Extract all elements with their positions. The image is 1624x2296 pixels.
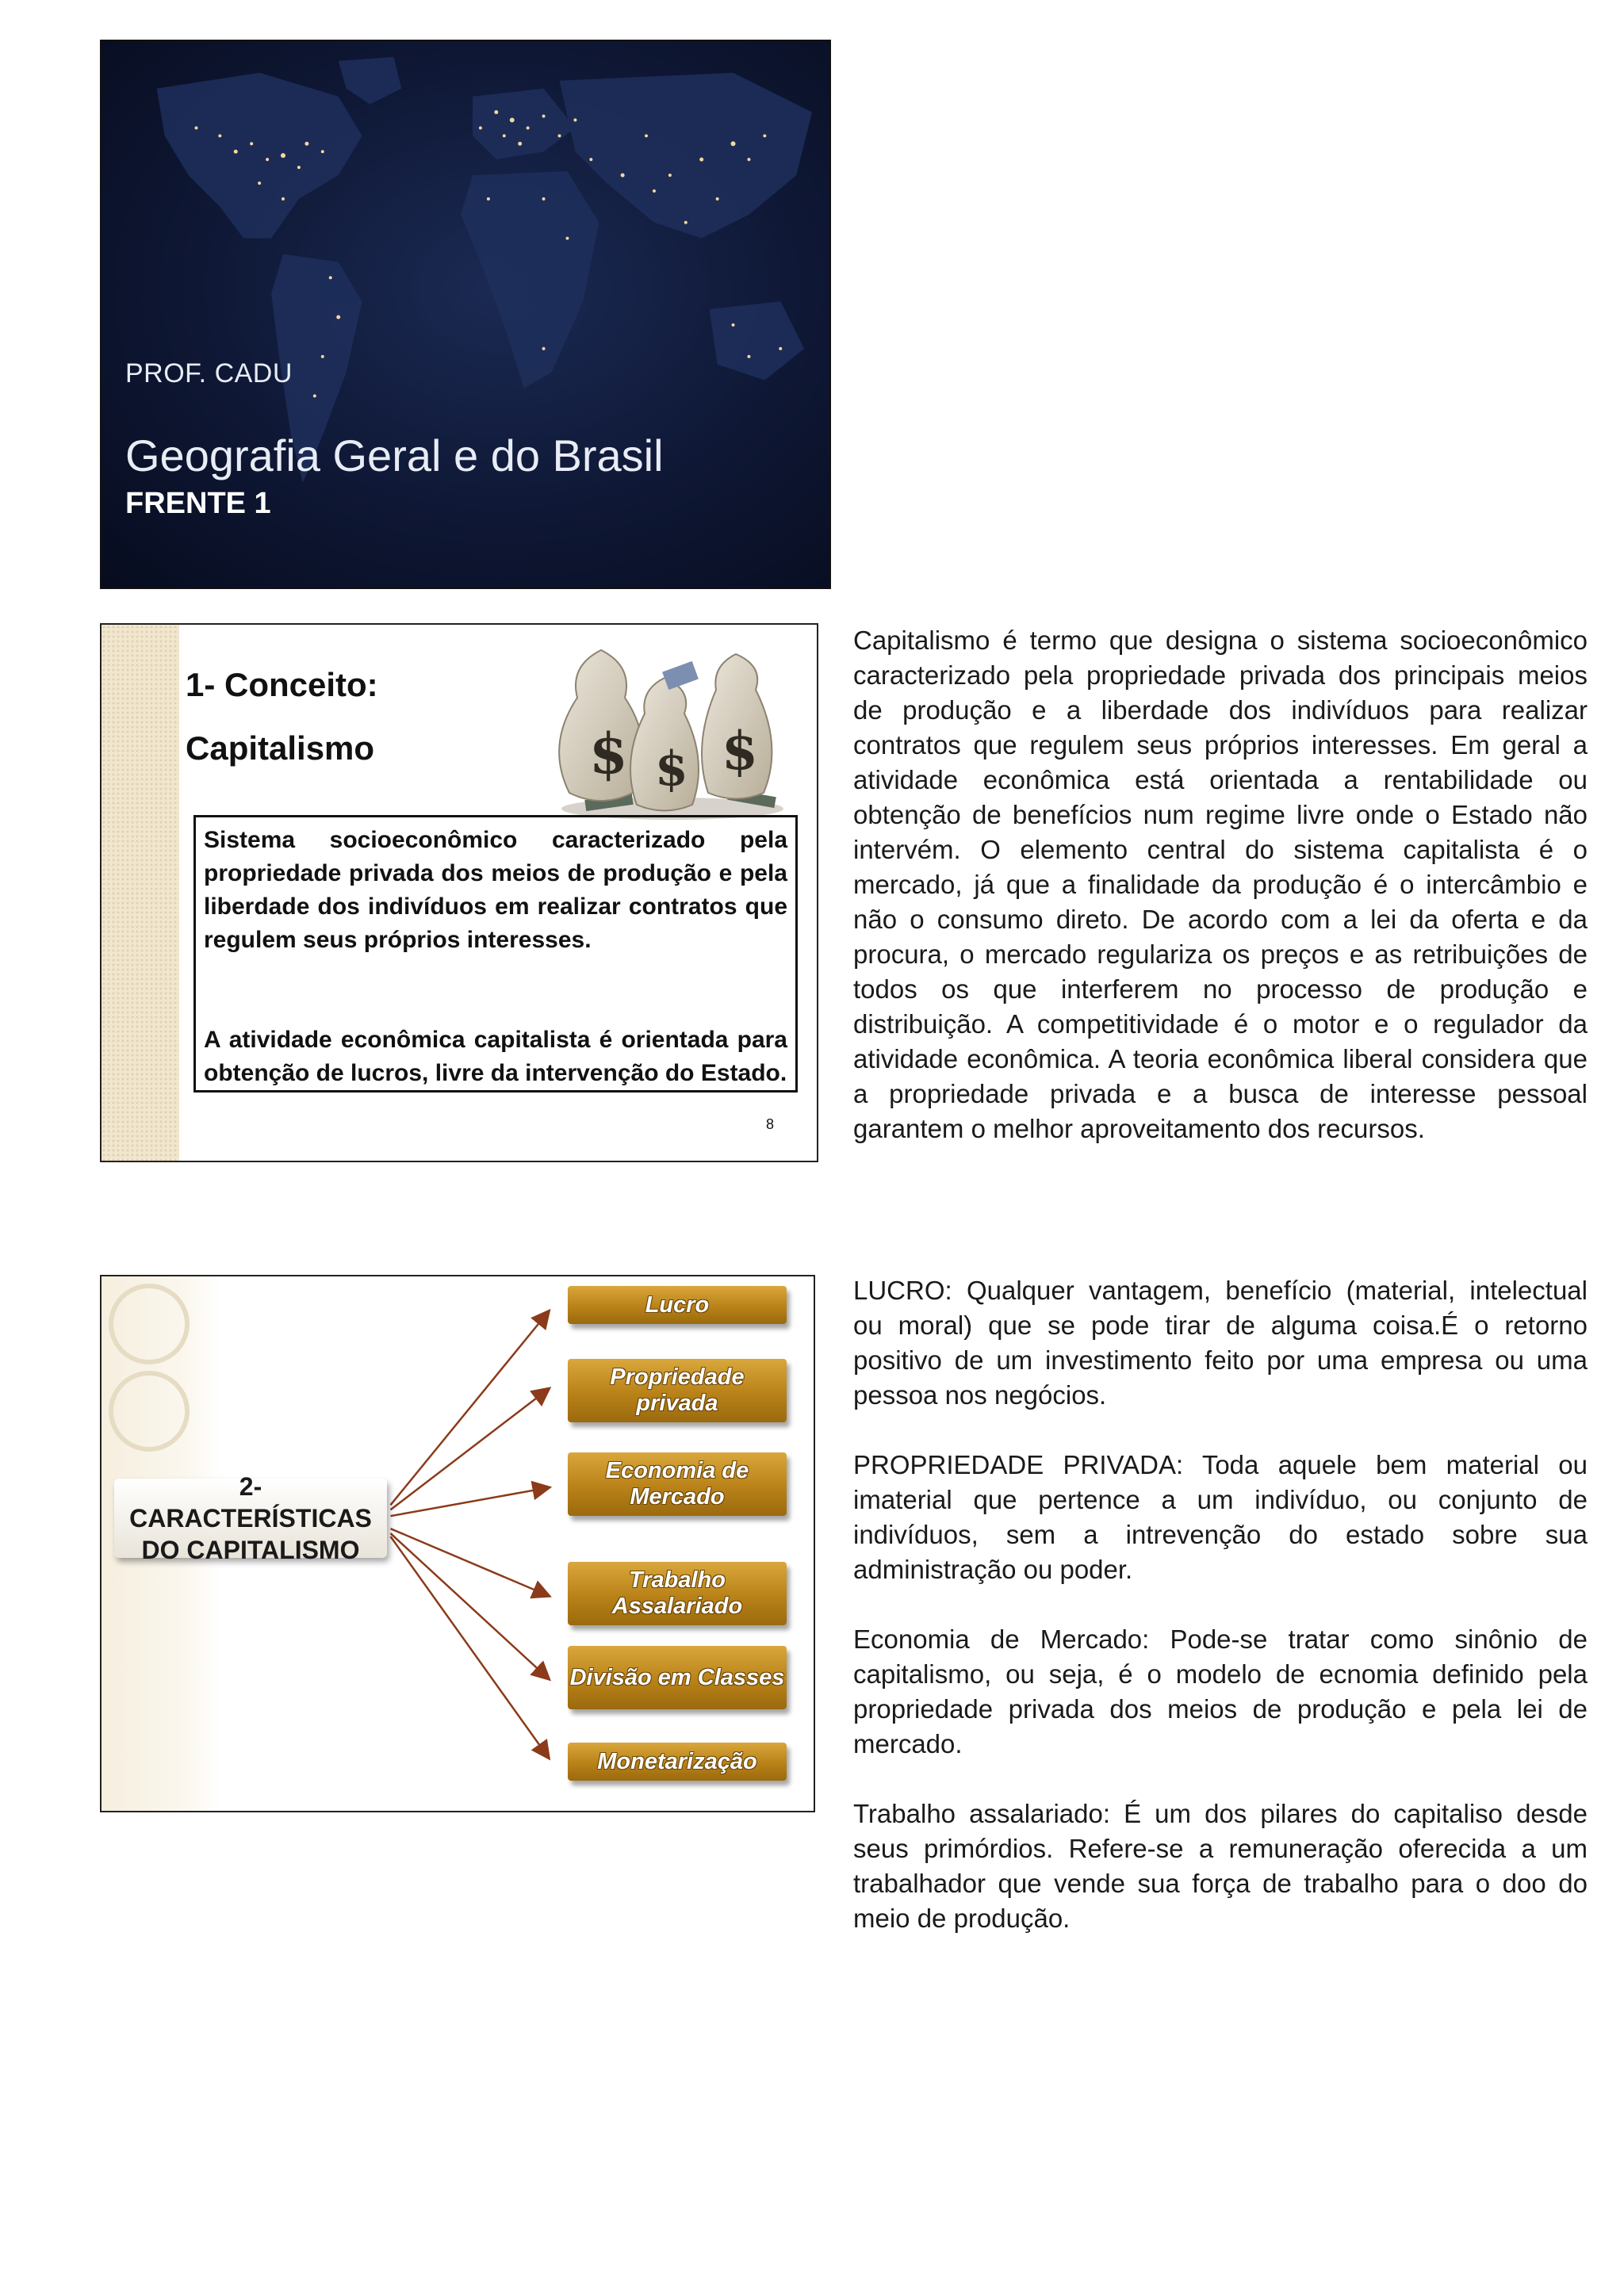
concept-slide bbox=[100, 623, 818, 1162]
svg-text:$: $ bbox=[655, 741, 688, 797]
presentation-title: Geografia Geral e do Brasil bbox=[125, 430, 664, 480]
svg-text:$: $ bbox=[722, 720, 758, 782]
economia-de-mercado-definition: Economia de Mercado: Pode-se tratar como sinônio de capitalismo, ou seja, é o modelo de ecnomia definido pela propriedade privada dos meios de produção e pela lei de mercado. bbox=[853, 1624, 1588, 1758]
concept-term: Capitalismo bbox=[186, 729, 375, 767]
title-slide bbox=[100, 40, 831, 589]
definition-box bbox=[193, 815, 798, 1093]
presentation-subtitle: FRENTE 1 bbox=[125, 487, 271, 520]
item-propriedade-privada: Propriedade privada bbox=[568, 1359, 787, 1422]
concept-explanation bbox=[853, 623, 1588, 1146]
characteristics-title: 2-CARACTERÍSTICAS DO CAPITALISMO bbox=[114, 1479, 387, 1558]
item-trabalho-assalariado: Trabalho Assalariado bbox=[568, 1562, 787, 1625]
svg-text:$: $ bbox=[589, 721, 628, 786]
trabalho-assalariado-definition: Trabalho assalariado: É um dos pilares do capitaliso desde seus primórdios. Refere-se a remuneração oferecida a um trabalhador que vende sua força de trabalho para o doo do meio de produção. bbox=[853, 1799, 1588, 1933]
item-lucro: Lucro bbox=[568, 1286, 787, 1324]
item-monetarizacao: Monetarização bbox=[568, 1743, 787, 1781]
item-divisao-em-classes: Divisão em Classes bbox=[568, 1646, 787, 1709]
author-label: PROF. CADU bbox=[125, 358, 293, 388]
slide-side-stripe bbox=[102, 625, 179, 1161]
concept-explanation-text: Capitalismo é termo que designa o sistema socioeconômico caracterizado pela propriedade privada dos principais meios de produção e a liberdade dos indivíduos para realizar contratos que regulem seus próprios interesses. Em geral a atividade econômica está orientada a rentabilidade ou obtenção de benefícios num regime livre onde o Estado não intervém. O elemento central do sistema capitalista é o mercado, já que a finalidade da produção é o intercâmbio e não o consumo direto. De acordo com a lei da oferta e da procura, o mercado regulariza os preços e as retribuições de todos os que interferem no processo de produção e distribuição. A competitividade é o motor e o regulador da atividade econômica. A teoria econômica liberal considera que a propriedade privada e a busca de interesse pessoal garantem o melhor aproveitamento dos recursos. bbox=[853, 626, 1588, 1143]
money-bags-image bbox=[546, 634, 799, 825]
lucro-definition: LUCRO: Qualquer vantagem, benefício (material, intelectual ou moral) que se pode tirar de alguma coisa.É o retorno positivo de um investimento feito por uma empresa ou uma pessoa nos negócios. bbox=[853, 1276, 1588, 1410]
slide-page-number: 8 bbox=[766, 1116, 775, 1132]
characteristics-slide bbox=[100, 1275, 815, 1812]
concept-heading: 1- Conceito: bbox=[186, 666, 378, 703]
definition-text: Sistema socioeconômico caracterizado pela propriedade privada dos meios de produção e pela liberdade dos indivíduos em realizar contratos que regulem seus próprios interesses. bbox=[204, 827, 787, 953]
item-economia-de-mercado: Economia de Mercado bbox=[568, 1452, 787, 1516]
characteristics-explanation bbox=[853, 1273, 1588, 1936]
propriedade-privada-definition: PROPRIEDADE PRIVADA: Toda aquele bem material ou imaterial que pertence a um indivíduo, ou conjunto de indivíduos, sem a intrevenção do estado sobre sua administração ou poder. bbox=[853, 1450, 1588, 1584]
activity-text: A atividade econômica capitalista é orientada para obtenção de lucros, livre da intervenção do Estado. bbox=[204, 1027, 787, 1086]
